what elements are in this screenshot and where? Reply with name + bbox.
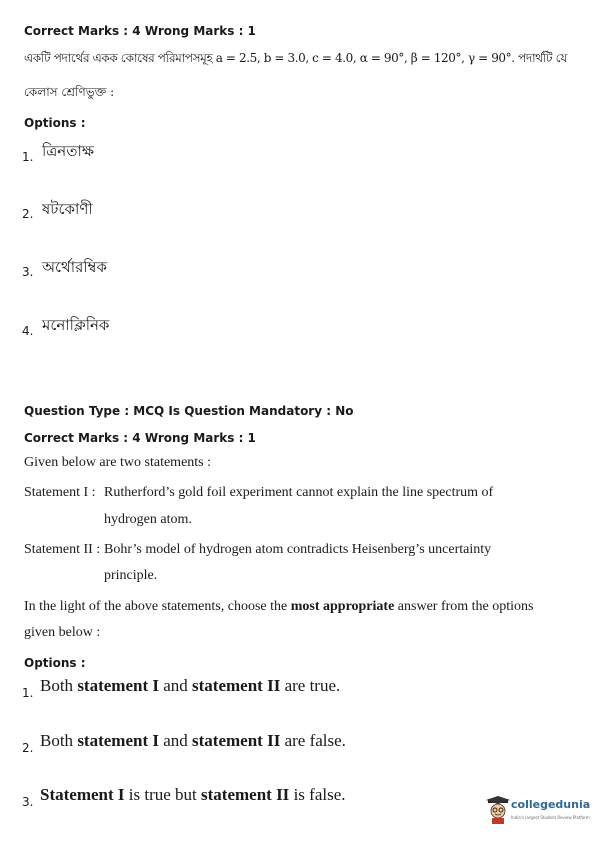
q1-option-3-number: 3.	[22, 265, 34, 279]
mascot-icon	[486, 796, 510, 824]
option-text-part: Both	[40, 731, 78, 750]
instruction-post: answer from the options	[394, 599, 534, 614]
q1-question-line2: কেলাস শ্রেণিভুক্ত :	[24, 85, 115, 99]
q2-option-3-number: 3.	[22, 795, 34, 809]
q1-option-2-text: ষটকোণী	[42, 200, 93, 218]
q2-option-1-number: 1.	[22, 686, 34, 700]
q2-option-3-text	[40, 785, 346, 805]
q2-intro: Given below are two statements :	[24, 455, 212, 470]
q2-instruction-line2: given below :	[24, 625, 101, 640]
q1-options-label: Options :	[24, 116, 86, 130]
q2-option-1-text	[40, 676, 340, 696]
q2-options-label: Options :	[24, 656, 86, 670]
option-text-part: statement I	[77, 676, 159, 695]
collegedunia-logo	[486, 796, 590, 826]
q1-option-4-text: মনোক্লিনিক	[42, 316, 110, 334]
statement1-line1: Rutherford’s gold foil experiment cannot explain the line spectrum of	[104, 485, 494, 500]
option-text-part: Both	[40, 676, 78, 695]
q1-question-line1: একটি পদার্থের একক কোষের পরিমাপসমূহ a = 2.5, b = 3.0, c = 4.0, α = 90°, β = 120°, γ = 90°. পদার্থটি যে	[24, 51, 567, 65]
option-text-part: and	[158, 731, 193, 750]
option-text-part: statement II	[192, 731, 281, 750]
q2-option-2-number: 2.	[22, 741, 34, 755]
option-text-part: is true but	[124, 785, 202, 804]
instruction-pre: In the light of the above statements, choose the	[24, 599, 291, 614]
option-text-part: are false.	[280, 731, 346, 750]
option-text-part: and	[158, 676, 193, 695]
statement1-label: Statement I :	[24, 485, 96, 500]
statement2-line1: Bohr’s model of hydrogen atom contradicts Heisenberg’s uncertainty	[104, 542, 492, 557]
q1-option-4-number: 4.	[22, 324, 34, 338]
q2-type-line: Question Type : MCQ Is Question Mandatory : No	[24, 404, 354, 418]
q1-marks: Correct Marks : 4 Wrong Marks : 1	[24, 24, 256, 38]
q1-option-3-text: অর্থোরম্বিক	[42, 258, 107, 276]
logo-tagline: India's largest Student Review Platform	[511, 815, 590, 820]
instruction-bold: most appropriate	[290, 599, 395, 614]
q2-option-2-text	[40, 731, 346, 751]
q2-marks: Correct Marks : 4 Wrong Marks : 1	[24, 431, 256, 445]
option-text-part: is false.	[289, 785, 346, 804]
option-text-part: statement I	[77, 731, 159, 750]
option-text-part: Statement I	[40, 785, 125, 804]
q2-instruction	[24, 599, 534, 615]
statement1-line2: hydrogen atom.	[104, 512, 192, 527]
q1-option-2-number: 2.	[22, 207, 34, 221]
option-text-part: statement II	[201, 785, 290, 804]
option-text-part: statement II	[192, 676, 281, 695]
option-text-part: are true.	[280, 676, 341, 695]
q1-option-1-number: 1.	[22, 150, 34, 164]
q1-option-1-text: ত্রিনতাক্ষ	[42, 142, 95, 160]
statement2-line2: principle.	[104, 568, 158, 583]
logo-wordmark: collegedunia	[511, 798, 591, 811]
statement2-label: Statement II :	[24, 542, 101, 557]
